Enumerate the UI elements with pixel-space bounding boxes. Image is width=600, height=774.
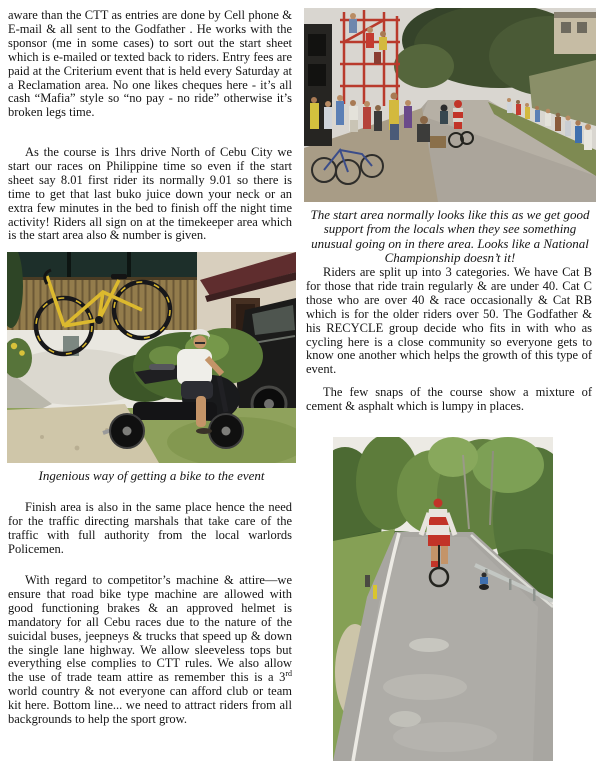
paragraph-machine-attire-continued: world country & not everyone can afford club or team kit here. Bottom line... we need to attract riders from all backgrounds to help the sport grow. <box>8 684 292 727</box>
paragraph-course-surface: The few snaps of the course show a mixture of cement & asphalt which is lumpy in places. <box>306 385 592 413</box>
scooter-photo-caption: Ingenious way of getting a bike to the event <box>38 468 265 483</box>
ordinal-superscript: rd <box>285 669 292 679</box>
paragraph-entries-godfather: aware than the CTT as entries are done by Cell phone & E-mail & all sent to the Godfather . He works with the sponsor (me in some cases) to sort out the start sheet which is e-mailed or texted back to riders. Entry fees are paid at the Criterium event that is held every Saturday at a Reclamation area. No one likes cheques here - it’s all cash “Mafia” style so “no pay - no ride” otherwise it’s broken legs time. <box>8 8 292 120</box>
scooter-with-bike-photo <box>7 252 296 463</box>
paragraph-rider-categories: Riders are split up into 3 categories. We have Cat B for those that ride train regularly & are under 40. Cat C those who are over 40 & race occasionally & Cat RB which is for the older riders over 50. The Godfather & his RECYCLE group decide who fits in with who as cycling here is a close community so everyone gets to know one another which helps the growth of this type of event. <box>306 265 592 377</box>
start-area-photo-caption: The start area normally looks like this as we get good support from the locals when they see something unusual going on in there area. Looks like a National Championship doesn’t it! <box>310 207 590 266</box>
start-area-photo <box>304 8 596 202</box>
paragraph-finish-area: Finish area is also in the same place hence the need for the traffic directing marshals that take care of the traffic with full authority from the local warlords Policemen. <box>8 500 292 556</box>
course-road-photo <box>333 437 553 761</box>
paragraph-machine-attire <box>8 574 292 727</box>
start-area-illustration <box>304 8 596 202</box>
course-road-illustration <box>333 437 553 761</box>
scooter-photo-illustration <box>7 252 296 463</box>
paragraph-machine-attire-text: With regard to competitor’s machine & attire—we ensure that road bike type machine are allowed with good functioning brakes & an approved helmet is mandatory for all Cebu races due to the nature of the suicidal buses, jeepneys & trucks that speed up & down the single lane highway. We allow sleeveless tops but everything else complies to CTT rules. We also allow the use of trade team attire as remember this is a 3 <box>8 573 292 685</box>
paragraph-philippine-time: As the course is 1hrs drive North of Cebu City we start our races on Philippine time so even if the start sheet say 8.01 first rider its normally 9.01 so there is time to get that last buko juice down your neck or an extra few minutes in the bed to finish off the night time activity! Riders all sign on at the timekeeper area which is the start area also & number is given. <box>8 145 292 243</box>
